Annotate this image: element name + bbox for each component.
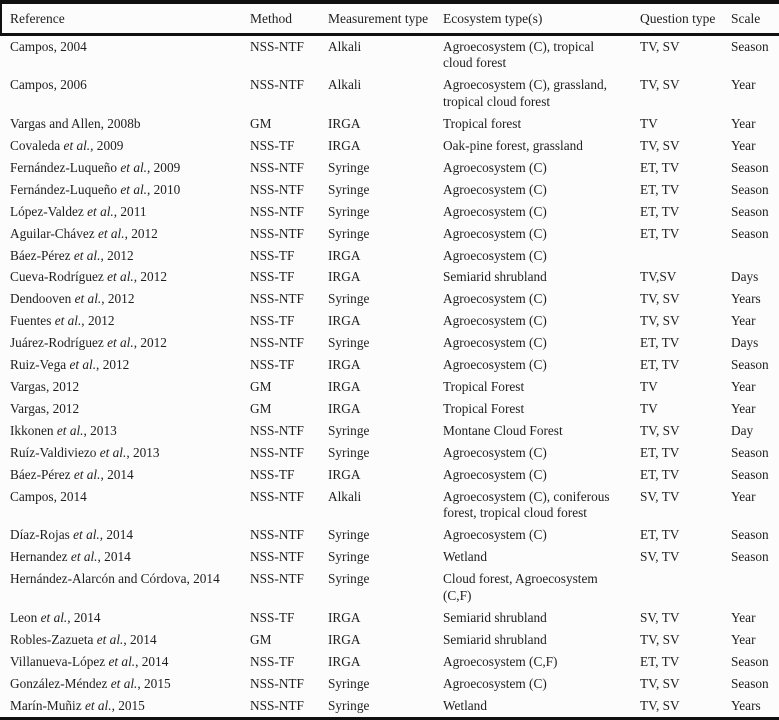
- cell-question-type: TV, SV: [640, 291, 680, 307]
- cell-scale: Season: [731, 653, 769, 669]
- cell-scale: Season: [731, 203, 769, 219]
- cell-ecosystem-type: Cloud forest, Agroecosystem (C,F): [443, 571, 598, 604]
- table-row: [0, 333, 779, 355]
- cell-measurement-type: Syringe: [328, 549, 370, 565]
- cell-reference: Vargas, 2012: [10, 400, 80, 416]
- cell-reference: Ruíz-Valdiviezo et al., 2013: [10, 444, 160, 460]
- cell-scale: Years: [731, 697, 761, 713]
- cell-method: NSS-TF: [250, 609, 295, 625]
- cell-question-type: [640, 569, 731, 608]
- cell-ecosystem-type: Agroecosystem (C): [443, 335, 547, 351]
- table-row: [0, 398, 779, 420]
- cell-method: NSS-TF: [250, 269, 295, 285]
- cell-scale: Year: [731, 138, 756, 154]
- cell-ecosystem-type: Semiarid shrubland: [443, 269, 547, 285]
- cell-reference: González-Méndez et al., 2015: [10, 675, 171, 691]
- cell-scale: Year: [731, 631, 756, 647]
- table-row: [0, 569, 779, 608]
- cell-method: NSS-TF: [250, 247, 295, 263]
- table-row: [0, 311, 779, 333]
- cell-reference: Villanueva-López et al., 2014: [10, 653, 169, 669]
- table-row: [0, 114, 779, 136]
- cell-question-type: ET, TV: [640, 159, 680, 175]
- cell-question-type: TV, SV: [640, 675, 680, 691]
- cell-reference: Ruiz-Vega et al., 2012: [10, 357, 130, 373]
- table-row: [0, 695, 779, 719]
- cell-method: NSS-NTF: [250, 203, 304, 219]
- cell-method: NSS-NTF: [250, 159, 304, 175]
- cell-scale: Season: [731, 549, 769, 565]
- cell-ecosystem-type: Agroecosystem (C), tropical cloud forest: [443, 38, 595, 71]
- cell-measurement-type: IRGA: [328, 466, 361, 482]
- cell-measurement-type: Syringe: [328, 203, 370, 219]
- cell-ecosystem-type: Agroecosystem (C): [443, 444, 547, 460]
- cell-measurement-type: Syringe: [328, 444, 370, 460]
- cell-question-type: TV: [640, 400, 658, 416]
- cell-scale: Days: [731, 335, 759, 351]
- cell-reference: Robles-Zazueta et al., 2014: [10, 631, 157, 647]
- cell-scale: Season: [731, 38, 769, 54]
- cell-reference: Fernández-Luqueño et al., 2010: [10, 181, 181, 197]
- cell-question-type: SV, TV: [640, 549, 680, 565]
- table-row: [0, 525, 779, 547]
- cell-measurement-type: IRGA: [328, 116, 361, 132]
- table-row: [0, 377, 779, 399]
- cell-scale: [731, 569, 779, 608]
- cell-ecosystem-type: Agroecosystem (C): [443, 357, 547, 373]
- cell-scale: Season: [731, 181, 769, 197]
- scan-artifact: [0, 3, 2, 33]
- cell-measurement-type: Syringe: [328, 697, 370, 713]
- cell-question-type: TV, SV: [640, 138, 680, 154]
- cell-ecosystem-type: Oak-pine forest, grassland: [443, 138, 583, 154]
- cell-measurement-type: IRGA: [328, 313, 361, 329]
- cell-method: GM: [250, 379, 272, 394]
- table-row: [0, 629, 779, 651]
- cell-scale: Year: [731, 400, 756, 416]
- cell-question-type: ET, TV: [640, 225, 680, 241]
- cell-scale: Years: [731, 291, 761, 307]
- table-row: [0, 136, 779, 158]
- cell-question-type: TV, SV: [640, 697, 680, 713]
- cell-measurement-type: Syringe: [328, 159, 370, 175]
- cell-method: NSS-NTF: [250, 225, 304, 241]
- cell-ecosystem-type: Semiarid shrubland: [443, 609, 547, 625]
- cell-ecosystem-type: Agroecosystem (C), grassland, tropical cloud forest: [443, 77, 607, 110]
- cell-measurement-type: IRGA: [328, 138, 361, 154]
- cell-ecosystem-type: Tropical Forest: [443, 379, 525, 394]
- cell-ecosystem-type: Agroecosystem (C): [443, 159, 547, 175]
- cell-method: NSS-NTF: [250, 675, 304, 691]
- cell-question-type: ET, TV: [640, 203, 680, 219]
- cell-reference: Hernandez et al., 2014: [10, 549, 131, 565]
- column-header-scale: Scale: [731, 2, 779, 35]
- column-header-ecosystem-type: Ecosystem type(s): [443, 2, 640, 35]
- cell-measurement-type: Syringe: [328, 291, 370, 307]
- cell-reference: López-Valdez et al., 2011: [10, 203, 147, 219]
- cell-question-type: SV, TV: [640, 488, 680, 504]
- cell-measurement-type: Syringe: [328, 181, 370, 197]
- cell-reference: Aguilar-Chávez et al., 2012: [10, 225, 158, 241]
- cell-scale: Season: [731, 466, 769, 482]
- table-row: [0, 442, 779, 464]
- cell-question-type: SV, TV: [640, 609, 680, 625]
- cell-scale: Season: [731, 675, 769, 691]
- cell-measurement-type: IRGA: [328, 631, 361, 647]
- cell-method: GM: [250, 116, 272, 132]
- cell-scale: Season: [731, 357, 769, 373]
- cell-measurement-type: IRGA: [328, 653, 361, 669]
- cell-question-type: TV, SV: [640, 631, 680, 647]
- cell-ecosystem-type: Agroecosystem (C): [443, 313, 547, 329]
- cell-method: NSS-NTF: [250, 291, 304, 307]
- cell-ecosystem-type: Agroecosystem (C,F): [443, 653, 558, 669]
- table-row: [0, 673, 779, 695]
- table-row: [0, 245, 779, 267]
- cell-scale: Days: [731, 269, 759, 285]
- cell-method: NSS-NTF: [250, 38, 304, 54]
- cell-method: NSS-NTF: [250, 549, 304, 565]
- cell-measurement-type: Syringe: [328, 675, 370, 691]
- cell-question-type: ET, TV: [640, 357, 680, 373]
- cell-ecosystem-type: Semiarid shrubland: [443, 631, 547, 647]
- cell-method: NSS-NTF: [250, 488, 304, 504]
- cell-reference: Campos, 2014: [10, 488, 87, 504]
- cell-scale: Year: [731, 116, 756, 132]
- cell-method: NSS-TF: [250, 653, 295, 669]
- cell-method: NSS-NTF: [250, 527, 304, 543]
- cell-reference: Marín-Muñiz et al., 2015: [10, 697, 145, 713]
- cell-method: GM: [250, 400, 272, 416]
- cell-reference: Vargas and Allen, 2008b: [10, 116, 141, 132]
- table-header: [0, 2, 779, 35]
- cell-ecosystem-type: Tropical Forest: [443, 400, 525, 416]
- cell-scale: Year: [731, 313, 756, 329]
- cell-measurement-type: Syringe: [328, 335, 370, 351]
- cell-ecosystem-type: Agroecosystem (C): [443, 247, 547, 263]
- cell-method: NSS-NTF: [250, 335, 304, 351]
- cell-ecosystem-type: Montane Cloud Forest: [443, 422, 563, 438]
- cell-question-type: TV: [640, 379, 658, 394]
- cell-question-type: TV, SV: [640, 77, 680, 93]
- cell-reference: Dendooven et al., 2012: [10, 291, 135, 307]
- table-row: [0, 201, 779, 223]
- cell-question-type: ET, TV: [640, 527, 680, 543]
- cell-method: NSS-NTF: [250, 77, 304, 93]
- cell-question-type: ET, TV: [640, 444, 680, 460]
- table-row: [0, 179, 779, 201]
- header-row: [0, 2, 779, 35]
- cell-ecosystem-type: Agroecosystem (C): [443, 291, 547, 307]
- cell-measurement-type: Syringe: [328, 422, 370, 438]
- cell-scale: Year: [731, 609, 756, 625]
- cell-method: GM: [250, 631, 272, 647]
- cell-scale: Season: [731, 527, 769, 543]
- column-header-measurement-type: Measurement type: [328, 2, 443, 35]
- cell-ecosystem-type: Agroecosystem (C): [443, 466, 547, 482]
- cell-question-type: ET, TV: [640, 653, 680, 669]
- cell-reference: Covaleda et al., 2009: [10, 138, 124, 154]
- cell-method: NSS-TF: [250, 138, 295, 154]
- cell-question-type: TV, SV: [640, 38, 680, 54]
- cell-question-type: TV: [640, 116, 658, 132]
- cell-question-type: TV, SV: [640, 313, 680, 329]
- column-header-question-type: Question type: [640, 2, 731, 35]
- cell-measurement-type: Syringe: [328, 225, 370, 241]
- table-row: [0, 651, 779, 673]
- table-row: [0, 464, 779, 486]
- cell-measurement-type: IRGA: [328, 357, 361, 373]
- cell-ecosystem-type: Agroecosystem (C): [443, 181, 547, 197]
- table-row: [0, 267, 779, 289]
- cell-measurement-type: Syringe: [328, 527, 370, 543]
- cell-reference: Campos, 2004: [10, 38, 87, 54]
- column-header-reference: Reference: [0, 2, 250, 35]
- table-row: [0, 547, 779, 569]
- cell-method: NSS-TF: [250, 313, 295, 329]
- table-row: [0, 607, 779, 629]
- column-header-method: Method: [250, 2, 328, 35]
- cell-reference: Fuentes et al., 2012: [10, 313, 115, 329]
- cell-reference: Ikkonen et al., 2013: [10, 422, 117, 438]
- table-row: [0, 35, 779, 75]
- cell-ecosystem-type: Wetland: [443, 697, 487, 713]
- cell-scale: Season: [731, 159, 769, 175]
- cell-scale: Day: [731, 422, 754, 438]
- table-row: [0, 355, 779, 377]
- cell-measurement-type: Syringe: [328, 571, 370, 587]
- cell-question-type: ET, TV: [640, 181, 680, 197]
- cell-question-type: ET, TV: [640, 335, 680, 351]
- cell-ecosystem-type: Tropical forest: [443, 116, 522, 132]
- cell-measurement-type: IRGA: [328, 269, 361, 285]
- cell-reference: Fernández-Luqueño et al., 2009: [10, 159, 181, 175]
- cell-question-type: TV, SV: [640, 422, 680, 438]
- cell-method: NSS-NTF: [250, 181, 304, 197]
- table-row: [0, 223, 779, 245]
- cell-ecosystem-type: Agroecosystem (C): [443, 225, 547, 241]
- cell-reference: Báez-Pérez et al., 2012: [10, 247, 134, 263]
- cell-scale: Season: [731, 225, 769, 241]
- cell-ecosystem-type: Agroecosystem (C): [443, 203, 547, 219]
- table-row: [0, 486, 779, 525]
- cell-method: NSS-NTF: [250, 422, 304, 438]
- cell-reference: Báez-Pérez et al., 2014: [10, 466, 134, 482]
- cell-ecosystem-type: Agroecosystem (C), coniferous forest, tropical cloud forest: [443, 488, 610, 521]
- cell-scale: Year: [731, 77, 756, 93]
- cell-scale: Year: [731, 488, 756, 504]
- cell-reference: Cueva-Rodríguez et al., 2012: [10, 269, 167, 285]
- table-row: [0, 289, 779, 311]
- cell-method: NSS-NTF: [250, 444, 304, 460]
- cell-scale: Year: [731, 379, 756, 394]
- table-row: [0, 75, 779, 114]
- cell-reference: Leon et al., 2014: [10, 609, 101, 625]
- cell-reference: Campos, 2006: [10, 77, 87, 93]
- cell-method: NSS-TF: [250, 466, 295, 482]
- cell-measurement-type: Alkali: [328, 38, 362, 54]
- cell-method: NSS-NTF: [250, 697, 304, 713]
- cell-scale: Season: [731, 444, 769, 460]
- cell-ecosystem-type: Agroecosystem (C): [443, 675, 547, 691]
- table-body: [0, 35, 779, 720]
- cell-question-type: ET, TV: [640, 466, 680, 482]
- cell-measurement-type: IRGA: [328, 400, 361, 416]
- cell-ecosystem-type: Agroecosystem (C): [443, 527, 547, 543]
- table-row: [0, 420, 779, 442]
- cell-reference: Díaz-Rojas et al., 2014: [10, 527, 133, 543]
- cell-method: NSS-TF: [250, 357, 295, 373]
- table-row: [0, 157, 779, 179]
- cell-reference: Vargas, 2012: [10, 379, 80, 394]
- cell-reference: Hernández-Alarcón and Córdova, 2014: [10, 571, 220, 587]
- cell-question-type: TV,SV: [640, 269, 677, 285]
- cell-reference: Juárez-Rodríguez et al., 2012: [10, 335, 167, 351]
- cell-measurement-type: IRGA: [328, 609, 361, 625]
- cell-scale: [731, 245, 779, 267]
- cell-measurement-type: IRGA: [328, 379, 361, 394]
- cell-question-type: [640, 245, 731, 267]
- cell-method: NSS-NTF: [250, 571, 304, 587]
- cell-ecosystem-type: Wetland: [443, 549, 487, 565]
- cell-measurement-type: Alkali: [328, 488, 362, 504]
- cell-measurement-type: IRGA: [328, 247, 361, 263]
- cell-measurement-type: Alkali: [328, 77, 362, 93]
